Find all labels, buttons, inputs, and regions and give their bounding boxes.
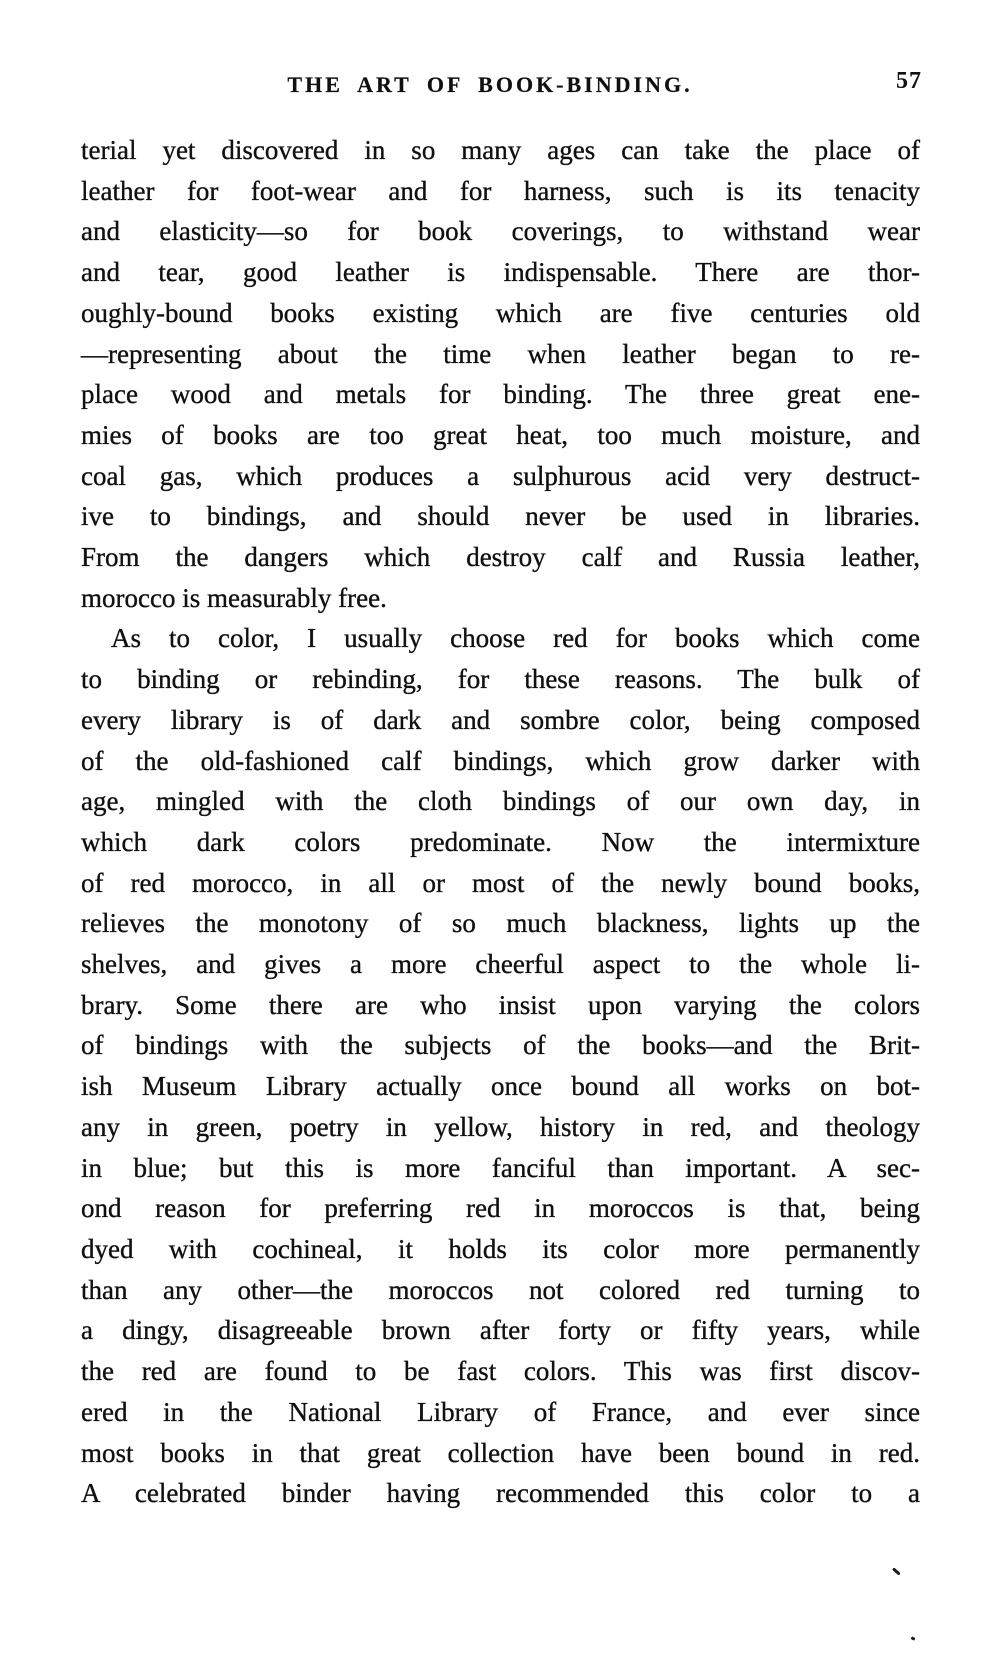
text-line: coal gas, which produces a sulphurous acid very destruct- [81, 460, 920, 491]
text-line: ive to bindings, and should never be used in libraries. [81, 501, 920, 532]
text-line: ond reason for preferring red in moroccos is that, being [81, 1193, 920, 1224]
text-line: place wood and metals for binding. The three great ene- [81, 379, 920, 410]
text-line: terial yet discovered in so many ages can take the place of [81, 135, 920, 165]
text-line: From the dangers which destroy calf and Russia leather, [81, 542, 920, 573]
text-line: than any other—the moroccos not colored red turning to [81, 1274, 920, 1305]
text-line: to binding or rebinding, for these reasons. The bulk of [81, 664, 920, 695]
page-number: 57 [896, 68, 922, 94]
text-line: mies of books are too great heat, too much moisture, and [81, 419, 920, 450]
page-title: THE ART OF BOOK-BINDING. [287, 72, 693, 97]
text-line-paragraph-start: As to color, I usually choose red for books which come [111, 623, 920, 654]
text-line: ered in the National Library of France, and ever since [81, 1396, 920, 1427]
text-line: dyed with cochineal, it holds its color more permanently [81, 1233, 920, 1264]
text-line: the red are found to be fast colors. This was first discov- [81, 1356, 920, 1387]
body-text [81, 130, 920, 1514]
text-line: a dingy, disagreeable brown after forty or fifty years, while [81, 1315, 920, 1346]
text-line: of bindings with the subjects of the books—and the Brit- [81, 1030, 920, 1061]
text-line: shelves, and gives a more cheerful aspect to the whole li- [81, 949, 920, 980]
text-line: which dark colors predominate. Now the intermixture [81, 826, 920, 857]
ink-speck [892, 1567, 900, 1575]
text-line: and tear, good leather is indispensable. There are thor- [81, 257, 920, 288]
text-line: leather for foot-wear and for harness, such is its tenacity [81, 175, 920, 206]
text-line: age, mingled with the cloth bindings of our own day, in [81, 786, 920, 817]
ink-speck [911, 1636, 916, 1640]
running-header [80, 68, 922, 102]
text-line: every library is of dark and sombre color, being composed [81, 704, 920, 735]
text-line: in blue; but this is more fanciful than important. A sec- [81, 1152, 920, 1183]
text-line: A celebrated binder having recommended this color to a [81, 1478, 920, 1509]
text-line: —representing about the time when leather began to re- [81, 338, 920, 369]
text-line-paragraph-end: morocco is measurably free. [81, 582, 387, 613]
text-line: any in green, poetry in yellow, history in red, and theology [81, 1111, 920, 1142]
text-line: of the old-fashioned calf bindings, which grow darker with [81, 745, 920, 776]
text-line: most books in that great collection have been bound in red. [81, 1437, 920, 1468]
text-line: brary. Some there are who insist upon varying the colors [81, 989, 920, 1020]
text-line: and elasticity—so for book coverings, to withstand wear [81, 216, 920, 247]
text-line: relieves the monotony of so much blackness, lights up the [81, 908, 920, 939]
text-line: of red morocco, in all or most of the newly bound books, [81, 867, 920, 898]
text-line: ish Museum Library actually once bound all works on bot- [81, 1071, 920, 1102]
text-line: oughly-bound books existing which are five centuries old [81, 297, 920, 328]
